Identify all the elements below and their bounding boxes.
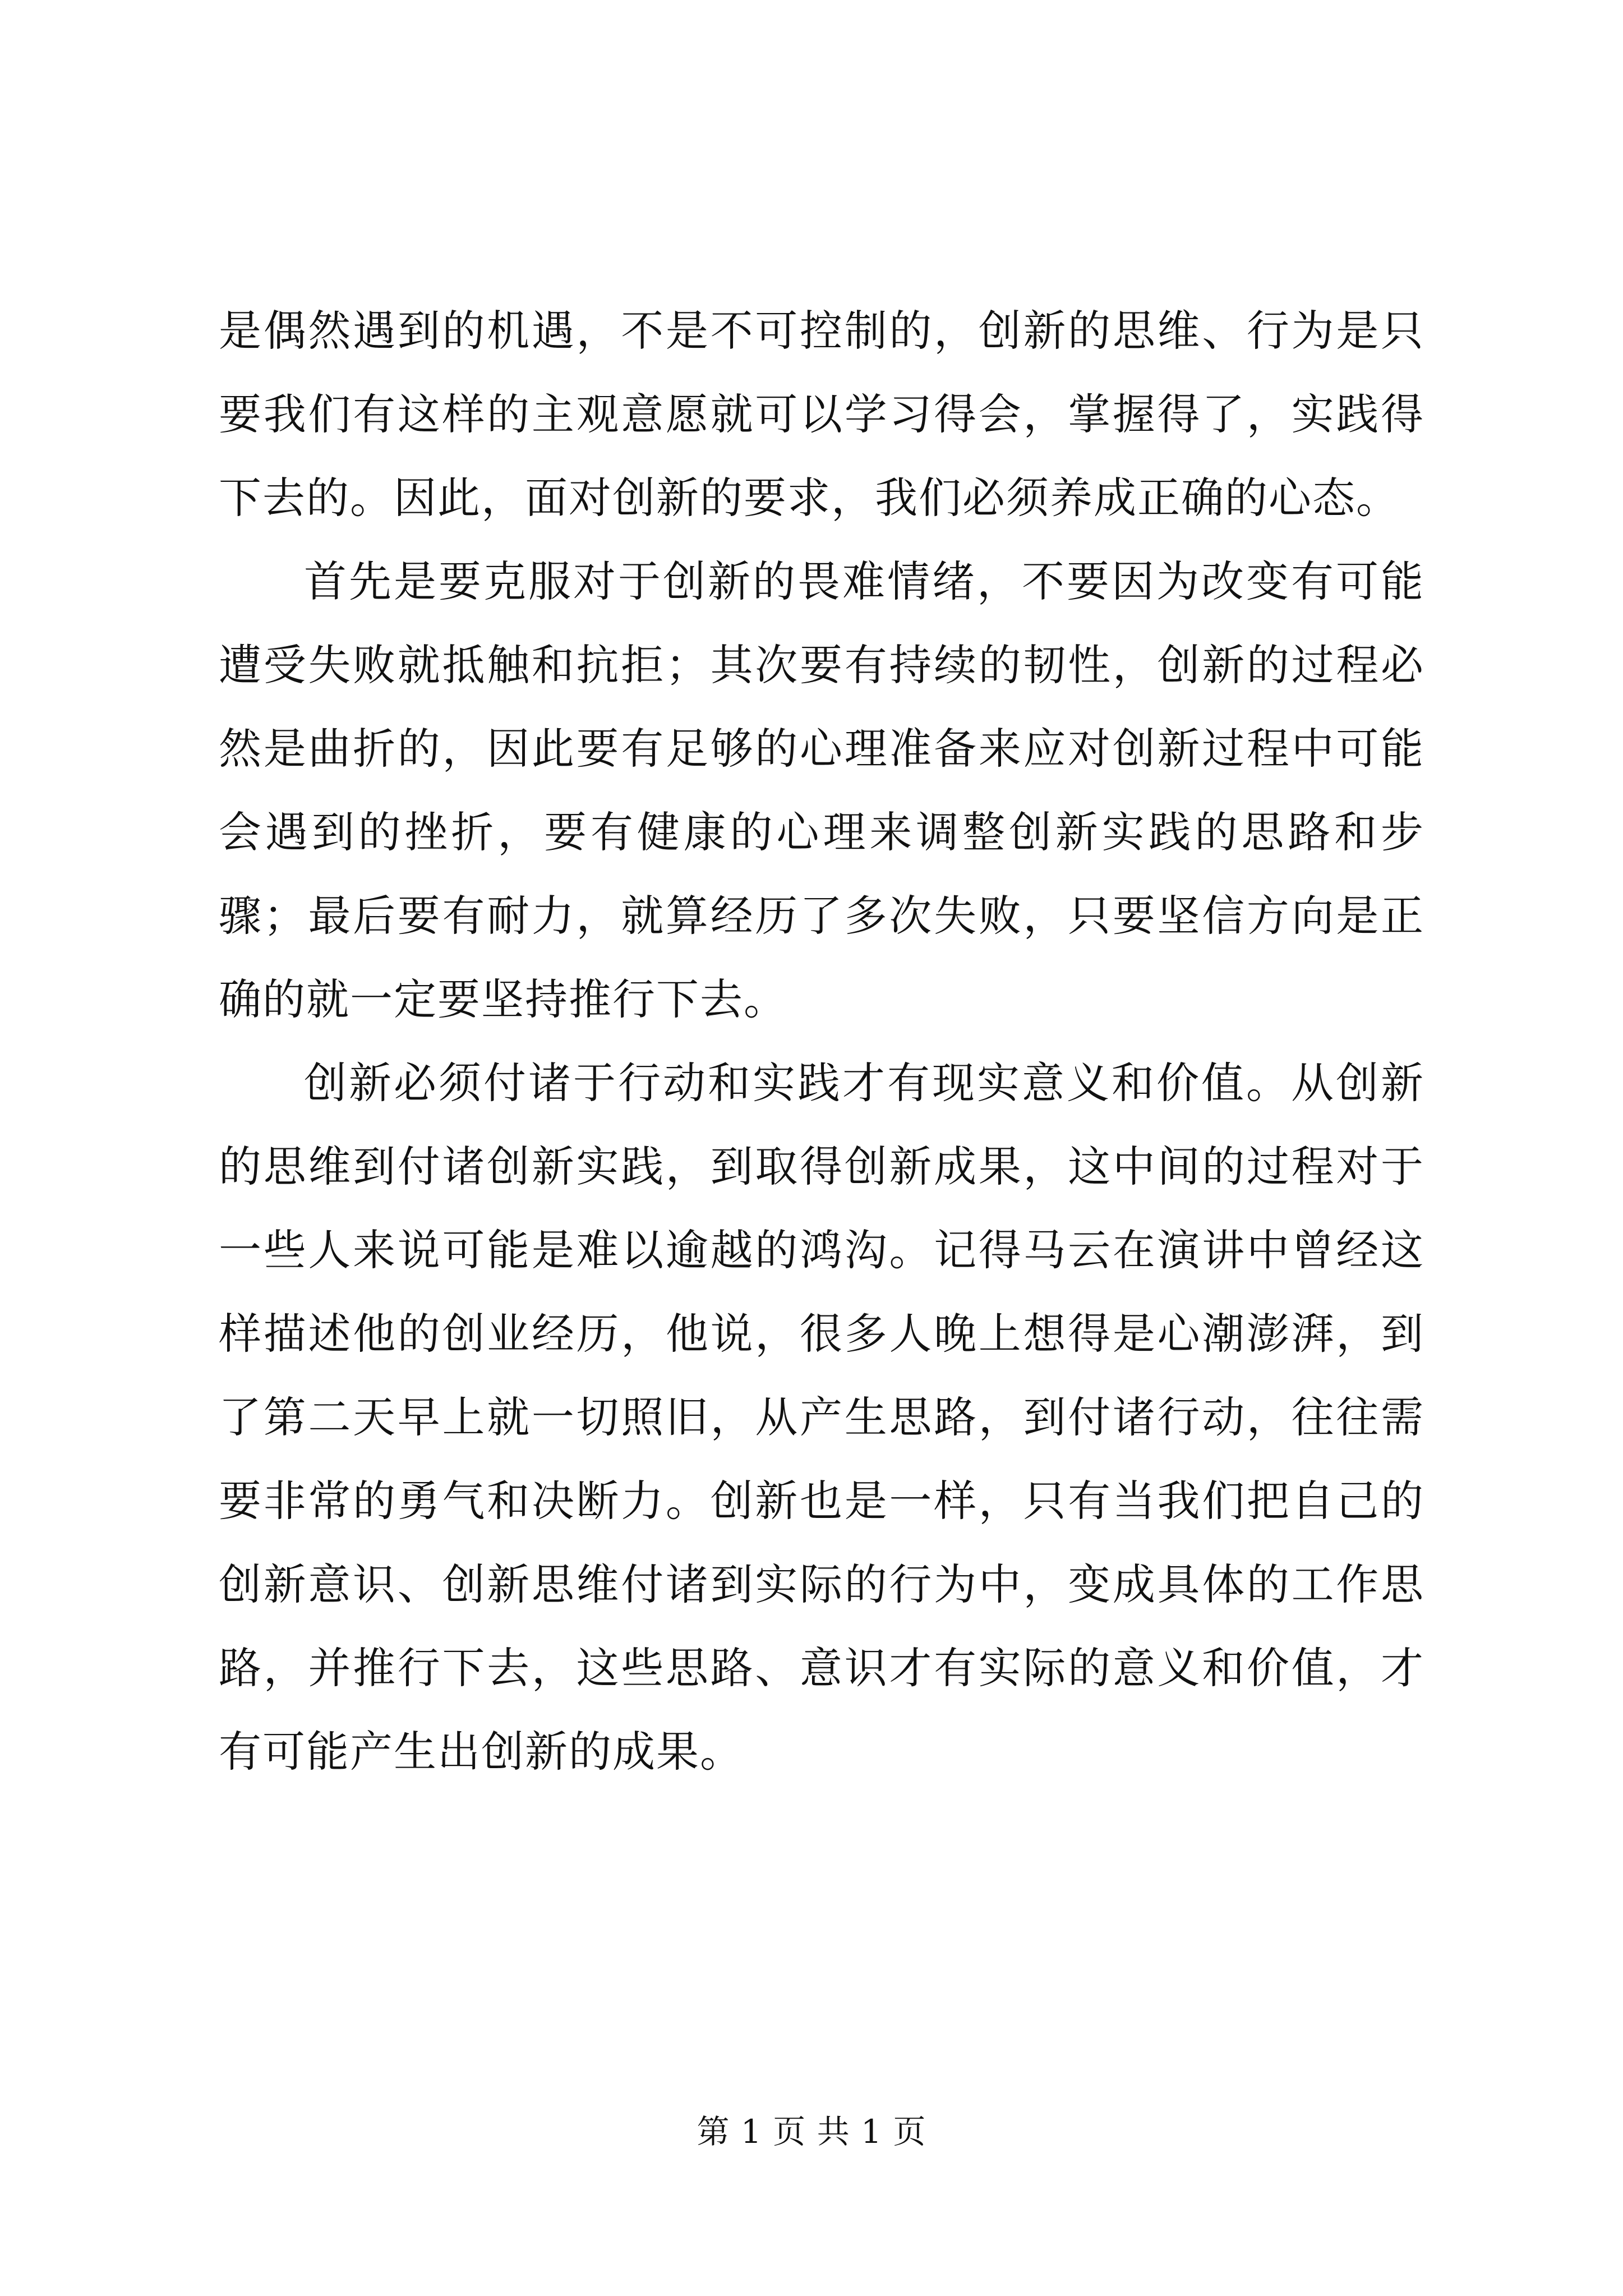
paragraph-3: 创新必须付诸于行动和实践才有现实意义和价值。从创新的思维到付诸创新实践，到取得创新成果，这中间的过程对于一些人来说可能是难以逾越的鸿沟。记得马云在演讲中曾经这样描述他的创业经历，他说，很多人晚上想得是心潮澎湃，到了第二天早上就一切照旧，从产生思路，到付诸行动，往往需要非常的勇气和决断力。创新也是一样，只有当我们把自己的创新意识、创新思维付诸到实际的行为中，变成具体的工作思路，并推行下去，这些思路、意识才有实际的意义和价值，才有可能产生出创新的成果。 [219,1058,1424,1777]
paragraph-1: 是偶然遇到的机遇，不是不可控制的，创新的思维、行为是只要我们有这样的主观意愿就可以学习得会，掌握得了，实践得下去的。因此，面对创新的要求，我们必须养成正确的心态。 [219,306,1424,523]
page-number-footer: 第 1 页 共 1 页 [697,2113,926,2151]
paragraph-2: 首先是要克服对于创新的畏难情绪，不要因为改变有可能遭受失败就抵触和抗拒；其次要有持续的韧性，创新的过程必然是曲折的，因此要有足够的心理准备来应对创新过程中可能会遇到的挫折，要有健康的心理来调整创新实践的思路和步骤；最后要有耐力，就算经历了多次失败，只要坚信方向是正确的就一定要坚持推行下去。 [219,556,1424,1024]
document-body [219,289,1424,1793]
